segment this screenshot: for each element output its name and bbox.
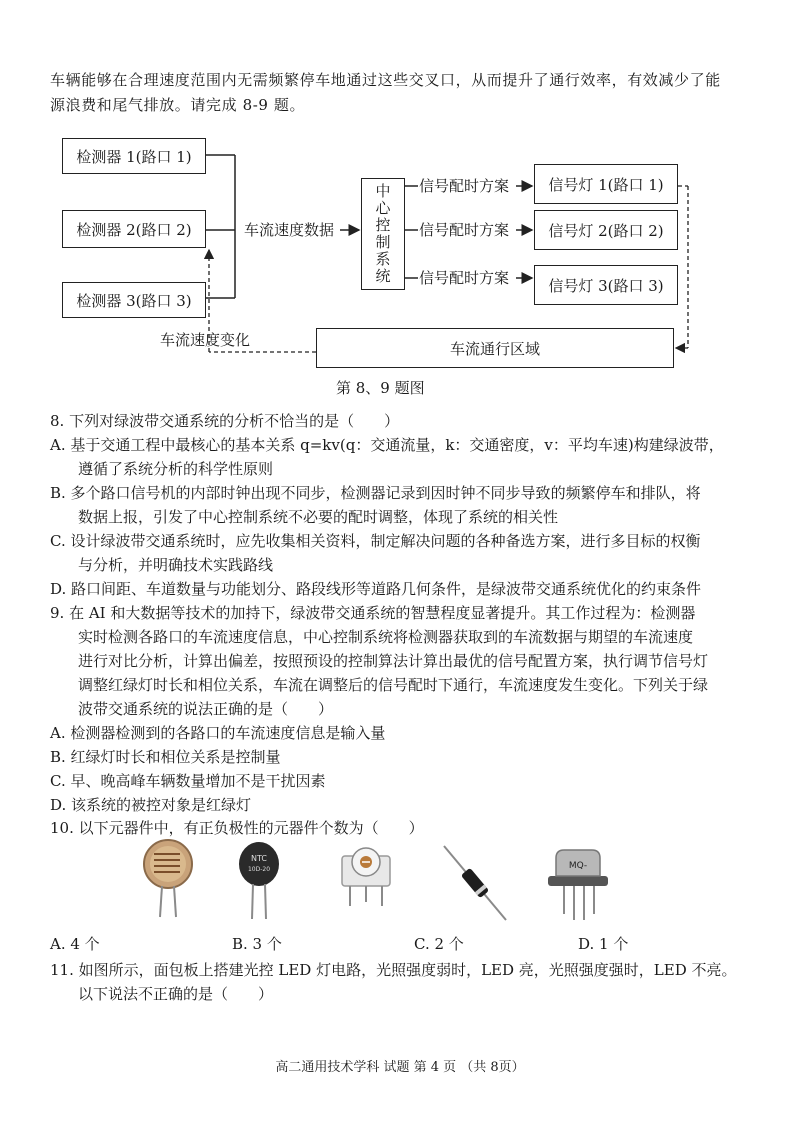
- q8-stem: 8. 下列对绿波带交通系统的分析不恰当的是（ ）: [50, 412, 400, 430]
- light-2-box: 信号灯 2(路口 2): [534, 210, 678, 250]
- q9-option-d: D. 该系统的被控对象是红绿灯: [50, 796, 252, 814]
- q11-stem-line1: 11. 如图所示，面包板上搭建光控 LED 灯电路，光照强度弱时，LED 亮，光照强度强时，LED 不亮。: [50, 961, 737, 979]
- flow-data-label: 车流速度数据: [244, 221, 335, 239]
- q8-option-b-line2: 数据上报，引发了中心控制系统不必要的配时调整，体现了系统的相关性: [78, 508, 559, 526]
- q10-option-d: D. 1 个: [578, 935, 629, 953]
- light-3-box: 信号灯 3(路口 3): [534, 265, 678, 305]
- detector-1-box: 检测器 1(路口 1): [62, 138, 206, 174]
- q9-option-a: A. 检测器检测到的各路口的车流速度信息是输入量: [50, 724, 386, 742]
- q8-option-d: D. 路口间距、车道数量与功能划分、路段线形等道路几何条件，是绿波带交通系统优化的约束条件: [50, 580, 702, 598]
- center-char-2: 心: [375, 199, 391, 217]
- q8-option-c-line1: C. 设计绿波带交通系统时，应先收集相关资料，制定解决问题的各种备选方案，进行多目标的权衡: [50, 532, 701, 550]
- q11-stem-line2: 以下说法不正确的是（ ）: [78, 985, 274, 1003]
- potentiometer-image: [338, 840, 394, 910]
- ntc-value: 10D-20: [247, 866, 271, 873]
- q10-option-a: A. 4 个: [50, 935, 100, 953]
- q8-option-b-line1: B. 多个路口信号机的内部时钟出现不同步，检测器记录到因时钟不同步导致的频繁停车和排队，将: [50, 484, 701, 502]
- q8-option-a-line1: A. 基于交通工程中最核心的基本关系 q=kv(q：交通流量，k：交通密度，v：平均车速)构建绿波带，: [50, 436, 724, 454]
- q9-stem-line5: 波带交通系统的说法正确的是（ ）: [78, 700, 334, 718]
- timing-label-3: 信号配时方案: [419, 269, 510, 287]
- page-footer: 高二通用技术学科 试题 第 4 页 （共 8页）: [275, 1060, 525, 1075]
- center-char-3: 控: [375, 216, 391, 234]
- center-char-4: 制: [375, 233, 391, 251]
- traffic-area-box: 车流通行区域: [316, 328, 674, 368]
- intro-line-2: 源浪费和尾气排放。请完成 8-9 题。: [50, 96, 306, 114]
- q9-stem-line2: 实时检测各路口的车流速度信息，中心控制系统将检测器获取到的车流数据与期望的车流速度: [78, 628, 694, 646]
- q8-option-a-line2: 遵循了系统分析的科学性原则: [78, 460, 274, 478]
- q9-stem-line4: 调整红绿灯时长和相位关系，车流在调整后的信号配时下通行，车流速度发生变化。下列关于绿: [78, 676, 709, 694]
- center-control-box: [361, 178, 405, 290]
- center-char-1: 中: [375, 182, 391, 200]
- timing-label-2: 信号配时方案: [419, 221, 510, 239]
- q10-option-c: C. 2 个: [414, 935, 464, 953]
- q10-stem: 10. 以下元器件中，有正负极性的元器件个数为（ ）: [50, 819, 424, 837]
- ntc-label: NTC: [251, 854, 267, 863]
- gas-sensor-image: [546, 846, 610, 922]
- photoresistor-image: [140, 838, 196, 918]
- feedback-label: 车流速度变化: [160, 331, 251, 349]
- ntc-thermistor-image: [236, 840, 282, 920]
- q9-option-b: B. 红绿灯时长和相位关系是控制量: [50, 748, 281, 766]
- q9-option-c: C. 早、晚高峰车辆数量增加不是干扰因素: [50, 772, 326, 790]
- center-char-5: 系: [375, 250, 391, 268]
- q8-option-c-line2: 与分析，并明确技术实践路线: [78, 556, 274, 574]
- detector-2-box: 检测器 2(路口 2): [62, 210, 206, 248]
- diagram-caption: 第 8、9 题图: [336, 379, 425, 397]
- q9-stem-line1: 9. 在 AI 和大数据等技术的加持下，绿波带交通系统的智慧程度显著提升。其工作过程为：检测器: [50, 604, 696, 622]
- detector-3-box: 检测器 3(路口 3): [62, 282, 206, 318]
- center-char-6: 统: [375, 267, 391, 285]
- light-1-box: 信号灯 1(路口 1): [534, 164, 678, 204]
- diode-image: [440, 842, 510, 924]
- intro-line-1: 车辆能够在合理速度范围内无需频繁停车地通过这些交叉口，从而提升了通行效率，有效减少了能: [50, 71, 721, 89]
- q10-option-b: B. 3 个: [232, 935, 282, 953]
- timing-label-1: 信号配时方案: [419, 177, 510, 195]
- mq-label: MQ-: [568, 861, 588, 871]
- q9-stem-line3: 进行对比分析，计算出偏差，按照预设的控制算法计算出最优的信号配置方案，执行调节信号灯: [78, 652, 709, 670]
